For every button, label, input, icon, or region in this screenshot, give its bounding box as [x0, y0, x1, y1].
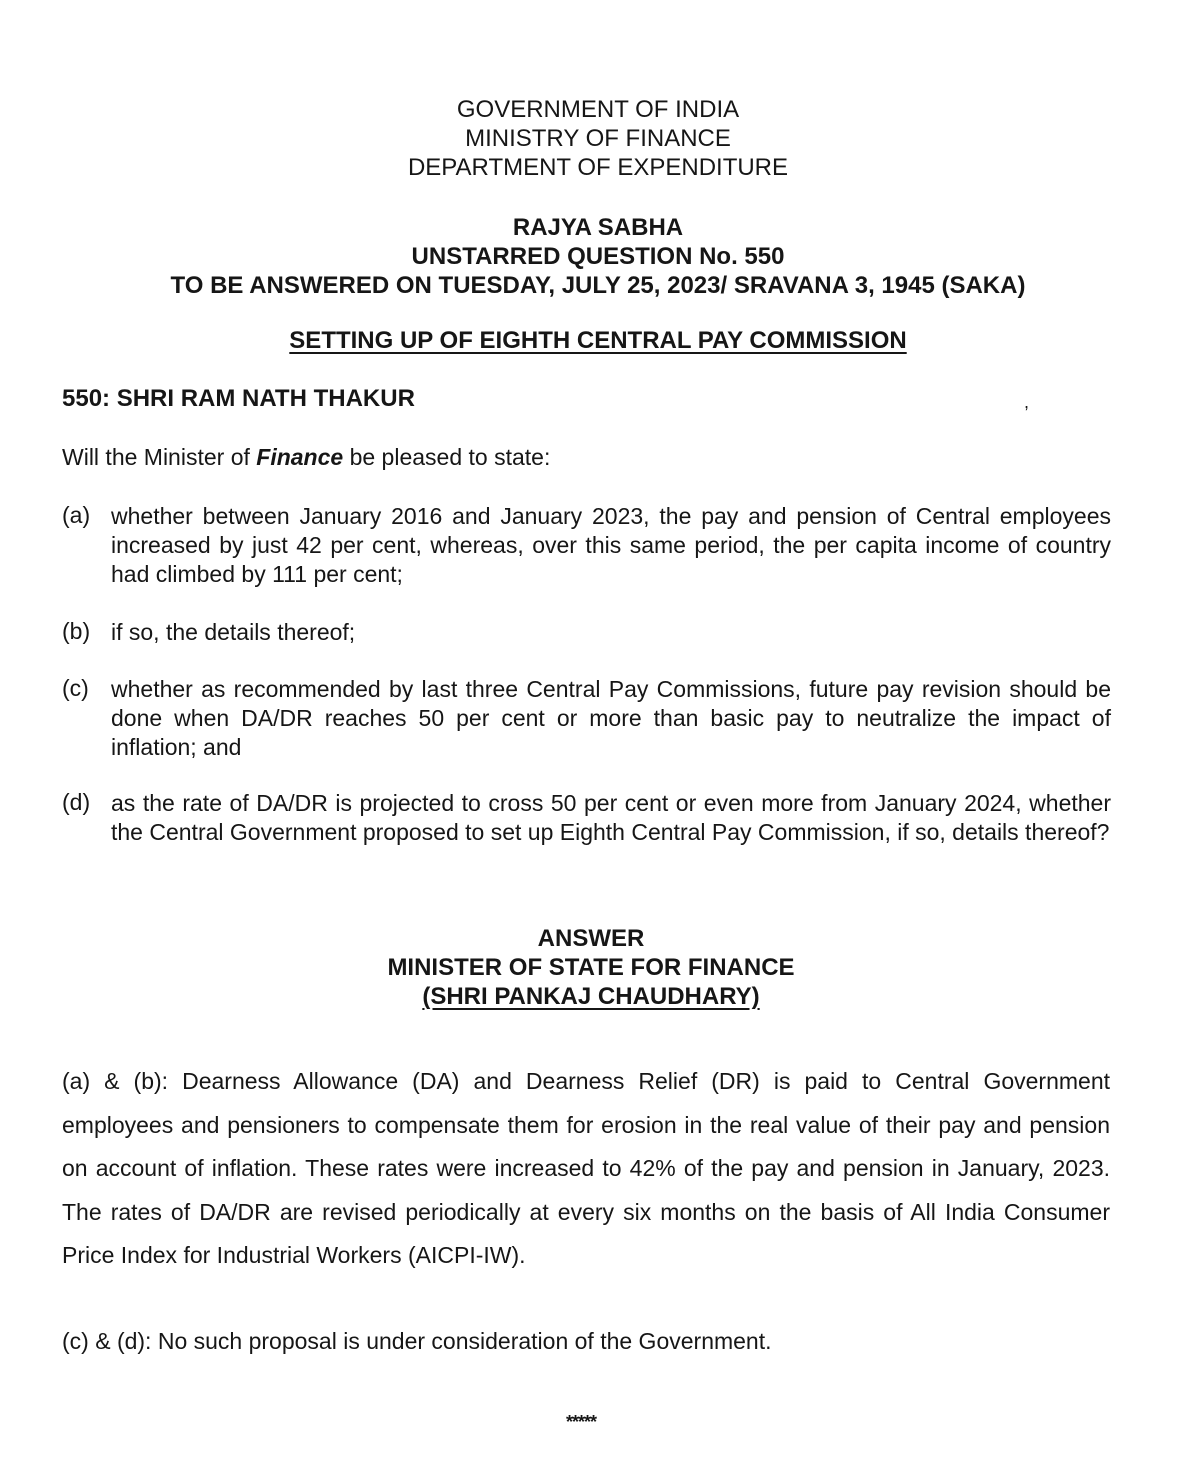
question-info: [0, 213, 1196, 300]
question-a-text: whether between January 2016 and January 2023, the pay and pension of Central employees increased by just 42 per cent, whereas, over this same period, the per capita income of country had climbed by 111 per cent;: [111, 503, 1111, 587]
question-number: UNSTARRED QUESTION No. 550: [411, 243, 785, 270]
answer-heading: [0, 924, 1182, 1011]
intro-before: Will the Minister of: [62, 444, 257, 470]
intro-ministry: Finance: [256, 444, 344, 470]
question-c-text: whether as recommended by last three Central Pay Commissions, future pay revision should be done when DA/DR reaches 50 per cent or more than basic pay to neutralize the impact of inflation; and: [111, 676, 1111, 760]
question-c-label: (c): [62, 675, 89, 701]
intro-after: be pleased to state:: [343, 444, 551, 470]
answer-title: ANSWER: [537, 925, 645, 952]
header-department: DEPARTMENT OF EXPENDITURE: [407, 154, 789, 181]
document-header: [0, 95, 1196, 182]
stray-mark: ,: [1024, 392, 1030, 412]
question-b-label: (b): [62, 618, 91, 644]
subject-title: [0, 326, 1196, 355]
question-a-label: (a): [62, 502, 91, 528]
answer-date: TO BE ANSWERED ON TUESDAY, JULY 25, 2023/ SRAVANA 3, 1945 (SAKA): [170, 272, 1026, 299]
member-name: 550: SHRI RAM NATH THAKUR: [62, 385, 415, 412]
answer-a-b: (a) & (b): Dearness Allowance (DA) and Dearness Relief (DR) is paid to Central Government employees and pensioners to compensate them for erosion in the real value of their pay and pension on account of inflation. These rates were increased to 42% of the pay and pension in January, 2023. The rates of DA/DR are revised periodically at every six months on the basis of All India Consumer Price Index for Industrial Workers (AICPI-IW).: [62, 1068, 1110, 1268]
answer-minister-name: (SHRI PANKAJ CHAUDHARY): [422, 983, 760, 1010]
question-d-text: as the rate of DA/DR is projected to cross 50 per cent or even more from January 2024, whether the Central Government proposed to set up Eighth Central Pay Commission, if so, details thereof?: [111, 790, 1111, 845]
answer-minister: MINISTER OF STATE FOR FINANCE: [387, 954, 795, 981]
header-ministry: MINISTRY OF FINANCE: [465, 125, 731, 152]
intro-line: [62, 444, 550, 471]
question-d-label: (d): [62, 789, 91, 815]
subject-text: SETTING UP OF EIGHTH CENTRAL PAY COMMISSION: [289, 327, 907, 354]
answer-c-d: (c) & (d): No such proposal is under consideration of the Government.: [62, 1328, 772, 1354]
header-government: GOVERNMENT OF INDIA: [456, 96, 740, 123]
house-name: RAJYA SABHA: [512, 214, 684, 241]
question-b-text: if so, the details thereof;: [111, 619, 356, 645]
end-mark: *****: [566, 1412, 597, 1432]
